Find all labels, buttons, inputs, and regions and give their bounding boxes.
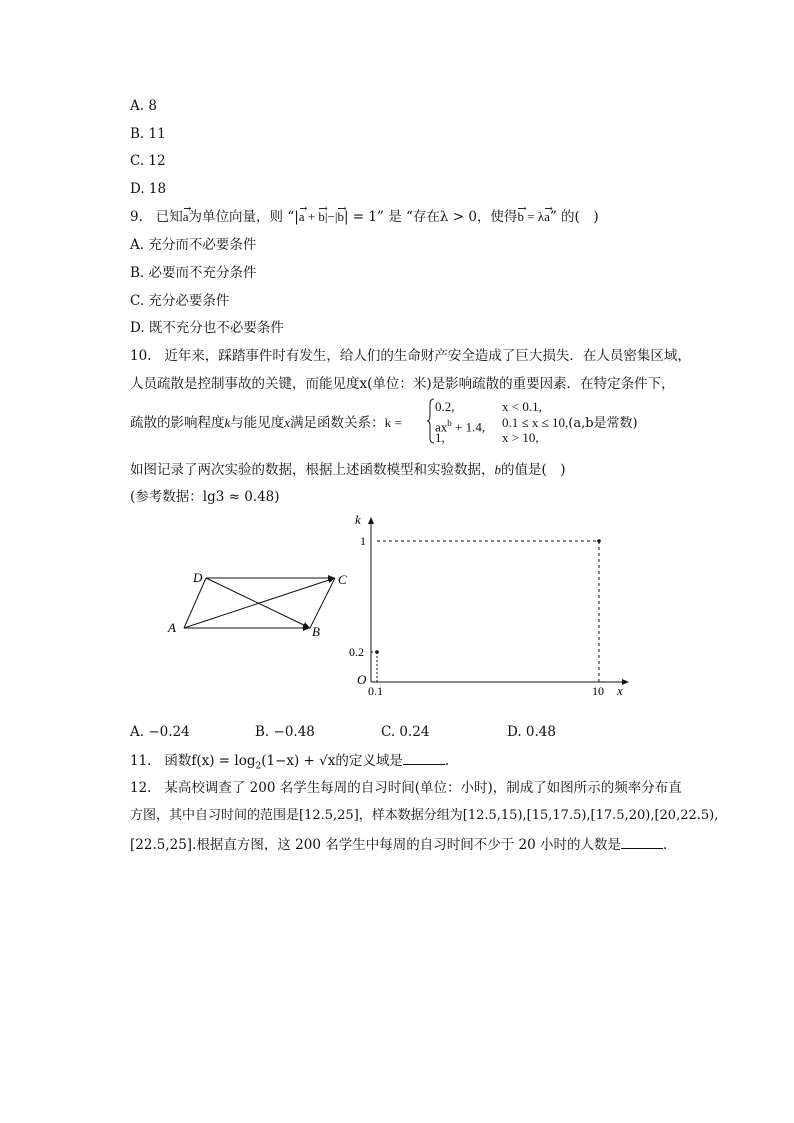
edge-ad: [184, 578, 206, 628]
x-axis-label: x: [617, 683, 623, 698]
q10-text-3c: 满足函数关系：: [290, 415, 385, 431]
case-2-const: + 1.4,: [451, 419, 486, 435]
y-tick-1: 1: [360, 534, 366, 548]
vector-a: a ›: [544, 207, 550, 227]
var-k: k: [224, 415, 231, 430]
q8-option-d: D. 18: [130, 181, 167, 197]
k-x-graph: [340, 508, 640, 703]
q10-option-c: C. 0.24: [381, 724, 430, 740]
label-a: A: [168, 620, 176, 635]
q12-line-1: [130, 778, 682, 798]
q10-text-1: 近年来，踩踏事件时有发生，给人们的生命财产安全造成了巨大损失．在人员密集区域，: [164, 348, 691, 364]
origin-label: O: [357, 672, 367, 687]
q9-text-3: +: [304, 209, 319, 224]
vector-b: b ›: [517, 207, 524, 227]
q12-text-3b: .: [662, 837, 668, 853]
parallelogram-figure: [160, 560, 360, 645]
q11-text-3: .: [444, 753, 450, 769]
q9-text-1: 已知: [155, 209, 183, 225]
q10-text-3b: 与能见度: [230, 415, 285, 431]
q10-line-3: [130, 413, 402, 433]
q12-text-1: 某高校调查了 200 名学生每周的自习时间(单位：小时)，制成了如图所示的频率分布直: [164, 780, 682, 796]
q11-stem: [130, 750, 449, 777]
diagonal-db: [206, 578, 310, 628]
q10-text-4c: 的值是( ): [501, 462, 566, 478]
q10-reference: (参考数据：lg3 ≈ 0.48): [130, 489, 280, 505]
case-2-range: 0.1 ≤ x ≤ 10,: [502, 415, 569, 430]
vector-b: b ›: [337, 207, 344, 227]
q9-number: 9.: [130, 209, 143, 225]
q11-text-1: 函数f(x) = log: [164, 753, 256, 769]
y-tick-02: 0.2: [349, 645, 364, 659]
var-b: b: [494, 462, 501, 477]
q10-text-3a: 疏散的影响程度: [130, 415, 225, 431]
case-3-condition: x > 10,: [502, 430, 539, 445]
answer-blank: [403, 750, 445, 765]
log-base: 2: [255, 761, 262, 772]
q10-option-d: D. 0.48: [507, 724, 556, 740]
q12-number: 12.: [130, 780, 152, 796]
x-tick-01: 0.1: [368, 684, 383, 698]
vector-a: a ›: [299, 207, 305, 227]
q10-option-a: A. −0.24: [130, 724, 190, 740]
case-2-note: (a,b是常数): [568, 416, 638, 431]
q9-option-b: B. 必要而不充分条件: [130, 265, 257, 281]
point-10-1: [597, 539, 601, 543]
q9-text-2: 为单位向量，则 “|: [188, 209, 299, 225]
q9-text-4: |−|: [324, 209, 338, 224]
vector-a: a ›: [183, 207, 189, 227]
q12-line-2: 方图，其中自习时间的范围是[12.5,25]，样本数据分组为[12.5,15),[15,17.5),[17.5,20),[20,22.5),: [130, 808, 719, 823]
k-equals: k =: [384, 415, 402, 430]
diagonal-ac: [184, 578, 335, 628]
q9-option-c: C. 充分必要条件: [130, 293, 230, 309]
var-x: x: [284, 415, 291, 430]
case-2-exponent: b: [447, 418, 452, 428]
case-3-value: 1,: [435, 430, 445, 445]
vector-b: b ›: [318, 207, 325, 227]
q9-option-a: A. 充分而不必要条件: [130, 237, 257, 253]
q9-text-7: ” 的( ): [549, 209, 599, 225]
case-1-condition: x < 0.1,: [502, 399, 542, 414]
q8-option-b: B. 11: [130, 126, 166, 142]
q10-line-4: [130, 460, 566, 480]
q10-line-1: [130, 346, 691, 366]
case-1-value: 0.2,: [435, 399, 455, 414]
q8-option-a: A. 8: [130, 98, 157, 114]
q11-number: 11.: [130, 753, 152, 769]
answer-blank: [621, 834, 663, 849]
q9-stem: [130, 207, 599, 227]
q9-option-d: D. 既不充分也不必要条件: [130, 320, 284, 336]
q10-number: 10.: [130, 348, 152, 364]
label-c: C: [338, 572, 347, 587]
q12-line-3: [130, 834, 667, 855]
q9-text-5: | = 1” 是 “存在λ > 0，使得: [343, 209, 518, 225]
x-tick-10: 10: [592, 684, 604, 698]
q8-option-c: C. 12: [130, 153, 166, 169]
q10-option-b: B. −0.48: [255, 724, 315, 740]
q9-text-6: = λ: [523, 209, 545, 224]
label-d: D: [193, 570, 203, 585]
q10-line-2: 人员疏散是控制事故的关键，而能见度x(单位：米)是影响疏散的重要因素．在特定条件下，: [130, 376, 675, 392]
q11-text-2: (1−x) + √x的定义域是: [261, 753, 403, 769]
q10-text-4a: 如图记录了两次实验的数据，根据上述函数模型和实验数据，: [130, 462, 495, 478]
case-2-ax: ax: [435, 419, 448, 435]
point-01-02: [375, 650, 379, 654]
q12-text-3: [22.5,25].根据直方图，这 200 名学生中每周的自习时间不少于 20 小时的人数是: [130, 837, 621, 853]
label-b: B: [312, 624, 320, 639]
y-axis-label: k: [355, 512, 361, 527]
